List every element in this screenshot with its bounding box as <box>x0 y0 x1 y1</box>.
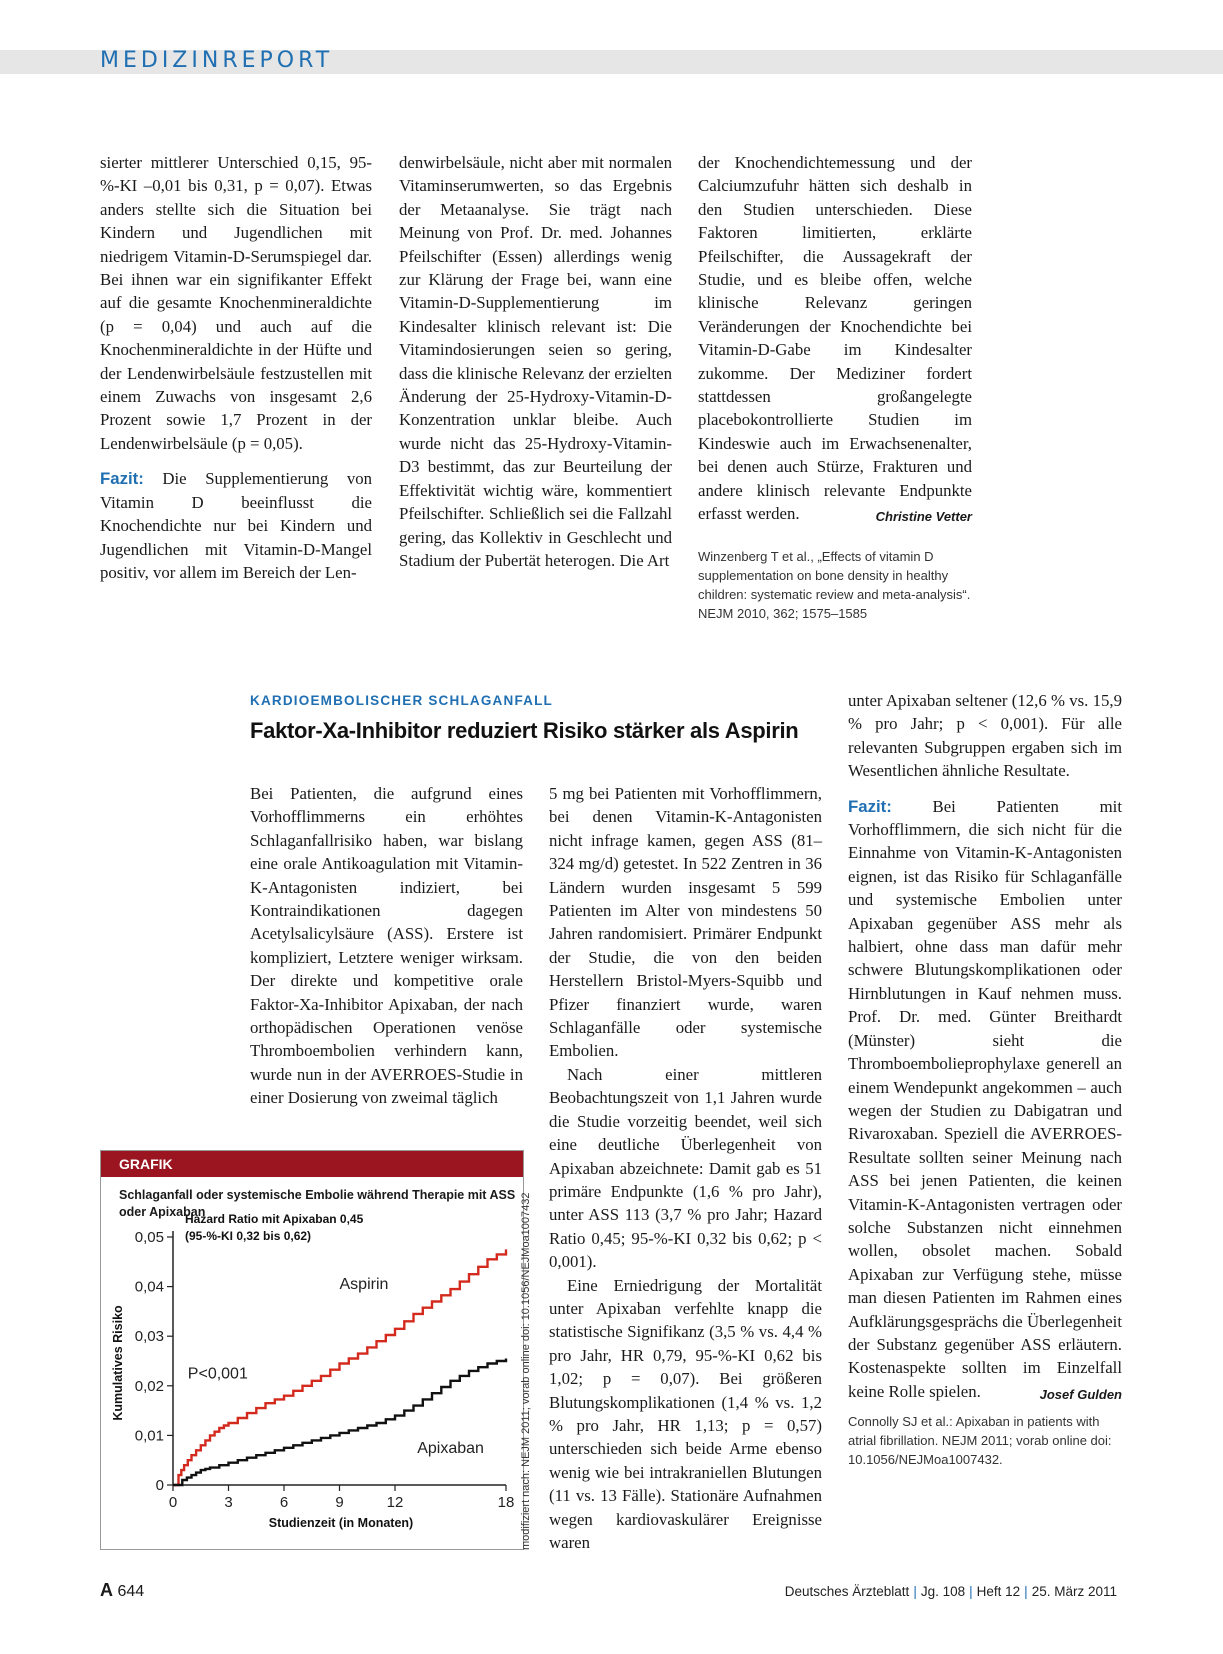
article2-col2 <box>549 782 822 1554</box>
page-number-value: 644 <box>117 1583 145 1600</box>
article2-col2-p1: 5 mg bei Patienten mit Vorhofflimmern, bei denen Vitamin-K-Antagonisten nicht infrage kamen, gegen ASS (81–324 mg/d) getestet. In 522 Zentren in 36 Ländern wurden insgesamt 5 599 Patienten im Alter von mindestens 50 Jahren randomisiert. Primärer Endpunkt der Studie, die von den beiden Herstellern Bristol-Myers-Squibb und Pfizer finanziert wurde, waren Schlaganfälle oder systemische Embolien. <box>549 784 822 1061</box>
journal-date: 25. März 2011 <box>1031 1584 1117 1599</box>
x-tick-label: 18 <box>497 1494 515 1511</box>
journal-issue: Heft 12 <box>976 1584 1021 1599</box>
article2-reference: Connolly SJ et al.: Apixaban in patients with atrial fibrillation. NEJM 2011; vorab online doi: 10.1056/NEJMoa1007432. <box>848 1414 1112 1468</box>
article1-fazit-label: Fazit: <box>100 469 144 489</box>
x-tick-label: 9 <box>335 1494 344 1511</box>
y-tick-label: 0 <box>155 1477 164 1494</box>
section-label: MEDIZINREPORT <box>100 48 334 73</box>
x-tick-label: 0 <box>168 1494 178 1511</box>
journal-volume: Jg. 108 <box>920 1584 966 1599</box>
article1-col1-text: sierter mittlerer Unterschied 0,15, 95-%-KI –0,01 bis 0,31, p = 0,07). Etwas anders stellte sich die Situation bei Kindern und Jugendlichen mit niedrigem Vitamin-D-Serumspiegel dar. Bei ihnen war ein signifikanter Effekt auf die gesamte Knochenmineraldichte (p = 0,04) und auch auf die Knochenmineraldichte in der Hüfte und der Lendenwirbelsäule festzustellen mit einem Zuwachs von insgesamt 2,6 Prozent sowie 1,7 Prozent in der Lendenwirbelsäule (p = 0,05). <box>100 153 372 453</box>
article1-fazit-text: Die Supplementierung von Vitamin D beeinflusst die Knochendichte nur bei Kindern und Jugendlichen mit Vitamin-D-Mangel positiv, vor allem im Bereich der Len- <box>100 469 372 582</box>
article2-col1-text: Bei Patienten, die aufgrund eines Vorhofflimmerns ein erhöhtes Schlaganfallrisiko haben, war bislang eine orale Antikoagulation mit Vitamin-K-Antagonisten indiziert, bei Kontraindikationen dagegen Acetylsalicylsäure (ASS). Erstere ist kompliziert, Letztere weniger wirksam. Der direkte und kompetitive orale Faktor-Xa-Inhibitor Apixaban, der nach orthopädischen Operationen venöse Thromboembolien verhindern kann, wurde nun in der AVERROES-Studie in einer Dosierung von zweimal täglich <box>250 784 523 1108</box>
article2-fazit-label: Fazit: <box>848 796 892 816</box>
article2-col2-p3: Eine Erniedrigung der Mortalität unter Apixaban verfehlte knapp die statistische Signifikanz (3,5 % vs. 4,4 % pro Jahr, HR 0,79, 95-%-KI 0,62 bis 1,02; p = 0,07). Bei größeren Blutungskomplikationen (1,4 % vs. 1,2 % pro Jahr, HR 1,13; p = 0,57) unterschieden sich beide Arme ebenso wenig wie bei intrakraniellen Blutungen (11 vs. 13 Fälle). Stationäre Aufnahmen wegen kardiovaskulärer Ereignisse waren <box>549 1275 822 1552</box>
y-tick-label: 0,05 <box>134 1229 164 1246</box>
x-axis-label: Studienzeit (in Monaten) <box>268 1516 414 1530</box>
y-tick-label: 0,02 <box>134 1377 164 1395</box>
series-label-apixaban: Apixaban <box>417 1439 484 1457</box>
article2-fazit-text: Bei Patienten mit Vorhofflimmern, die sich nicht für die Einnahme von Vitamin-K-Antagonisten eignen, ist das Risiko für Schlaganfälle und systemische Embolien unter Apixaban gegenüber ASS mehr als halbiert, ohne dass man dafür mehr schwere Blutungskomplikationen oder Hirnblutungen in Kauf nehmen muss. Prof. Dr. med. Günter Breithardt (Münster) sieht die Thromboembolieprophylaxe generell an einem Wendepunkt angekommen – auch wegen der Studien zu Dabigatran und Rivaroxaban. Speziell die AVERROES-Resultate sollten seiner Meinung nach ASS bei jenen Patienten, die keinen Vitamin-K-Antagonisten vertragen oder solche Substanzen nicht einnehmen wollen, obsolet machen. Sobald Apixaban zur Verfügung stehe, müsse man diesen Patienten im Rahmen eines Aufklärungsgesprächs die Überlegenheit der Substanz gegenüber ASS erläutern. Kostenaspekte sollten im Einzelfall keine Rolle spielen. <box>848 796 1122 1401</box>
article2-col2-p2: Nach einer mittleren Beobachtungszeit von 1,1 Jahren wurde die Studie vorzeitig beendet, weil sich eine deutliche Überlegenheit von Apixaban abzeichnete: Damit gab es 51 primäre Endpunkte (1,6 % pro Jahr), unter ASS 113 (3,7 % pro Jahr; Hazard Ratio 0,45; 95-%-KI 0,32 bis 0,62; p < 0,001). <box>549 1064 822 1272</box>
series-label-aspirin: Aspirin <box>339 1276 389 1294</box>
article2-col3 <box>848 689 1122 1469</box>
article1-col3 <box>698 151 972 623</box>
article2-col1 <box>250 782 523 1110</box>
article1-col2 <box>399 151 672 572</box>
article1-reference: Winzenberg T et al., „Effects of vitamin D supplementation on bone density in healthy children: systematic review and meta-analysis“. NEJM 2010, 362; 1575–1585 <box>698 548 971 621</box>
article1-author: Christine Vetter <box>875 509 972 525</box>
x-tick-label: 3 <box>224 1494 233 1511</box>
y-tick-label: 0,04 <box>134 1278 164 1296</box>
article1-fazit <box>100 467 372 584</box>
page-prefix: A <box>100 1580 113 1600</box>
x-tick-label: 12 <box>386 1494 404 1511</box>
chart-title: Schlaganfall oder systemische Embolie während Therapie mit ASS oder Apixaban <box>119 1188 516 1219</box>
article2-kicker: KARDIOEMBOLISCHER SCHLAGANFALL <box>250 693 553 708</box>
annotation-p-value: P<0,001 <box>187 1365 248 1383</box>
article2-author: Josef Gulden <box>1039 1386 1122 1402</box>
y-axis-label: Kumulatives Risiko <box>111 1305 125 1421</box>
annotation-ci: (95-%-KI 0,32 bis 0,62) <box>185 1229 312 1243</box>
grafik-label: GRAFIK <box>101 1151 523 1177</box>
article2-col3-p1: unter Apixaban seltener (12,6 % vs. 15,9 % pro Jahr; p < 0,001). Für alle relevanten Subgruppen ergaben sich im Wesentlichen ähnliche Resultate. <box>848 691 1122 781</box>
article1-col2-text: denwirbelsäule, nicht aber mit normalen Vitaminserumwerten, so das Ergebnis der Metaanalyse. Sie trägt nach Meinung von Prof. Dr. med. Johannes Pfeilschifter (Essen) allerdings wenig zur Klärung der Frage bei, wann eine Vitamin-D-Supplementierung im Kindesalter klinisch relevant ist: Die Vitamindosierungen seien so gering, dass die klinische Relevanz der erzielten Änderung der 25-Hydroxy-Vitamin-D-Konzentration unklar bleibe. Auch wurde nicht das 25-Hydroxy-Vitamin-D3 bestimmt, das zur Beurteilung der Effektivität wichtig wäre, kommentiert Pfeilschifter. Schließlich sei die Fallzahl gering, das Kollektiv in Geschlecht und Stadium der Pubertät heterogen. Die Art <box>399 153 672 570</box>
grafik-box <box>100 1150 524 1550</box>
page-number <box>100 1580 144 1601</box>
article1-col1 <box>100 151 372 584</box>
grafik-credit: modifiziert nach: NEJM 2011; vorab online doi: 10.1056/NEJMoa1007432 <box>520 1192 532 1550</box>
article1-col3-text <box>698 151 972 526</box>
chart-svg <box>101 1177 525 1551</box>
article1-col3-body: der Knochendichtemessung und der Calciumzufuhr hätten sich deshalb in den Studien unterschieden. Diese Faktoren limitierten, erklärte Pfeilschifter, die Aussagekraft der Studie, und es bleibe offen, welche klinische Relevanz geringen Veränderungen der Knochendichte bei Vitamin-D-Gabe im Kindesalter zukomme. Der Mediziner fordert stattdessen großangelegte placebokontrollierte Studien im Kindeswie auch im Erwachsenenalter, bei denen auch Stürze, Frakturen und andere klinisch relevante Endpunkte erfasst werden. <box>698 153 972 524</box>
journal-footer: Deutsches Ärzteblatt | Jg. 108 | Heft 12 | 25. März 2011 <box>784 1584 1117 1599</box>
y-tick-label: 0,03 <box>134 1328 164 1346</box>
y-tick-label: 0,01 <box>134 1427 164 1445</box>
x-tick-label: 6 <box>279 1494 289 1511</box>
journal-name: Deutsches Ärzteblatt <box>784 1584 910 1599</box>
article2-headline: Faktor-Xa-Inhibitor reduziert Risiko stärker als Aspirin <box>250 718 799 743</box>
annotation-hazard-ratio: Hazard Ratio mit Apixaban 0,45 <box>185 1212 364 1226</box>
article2-fazit <box>848 795 1122 1404</box>
